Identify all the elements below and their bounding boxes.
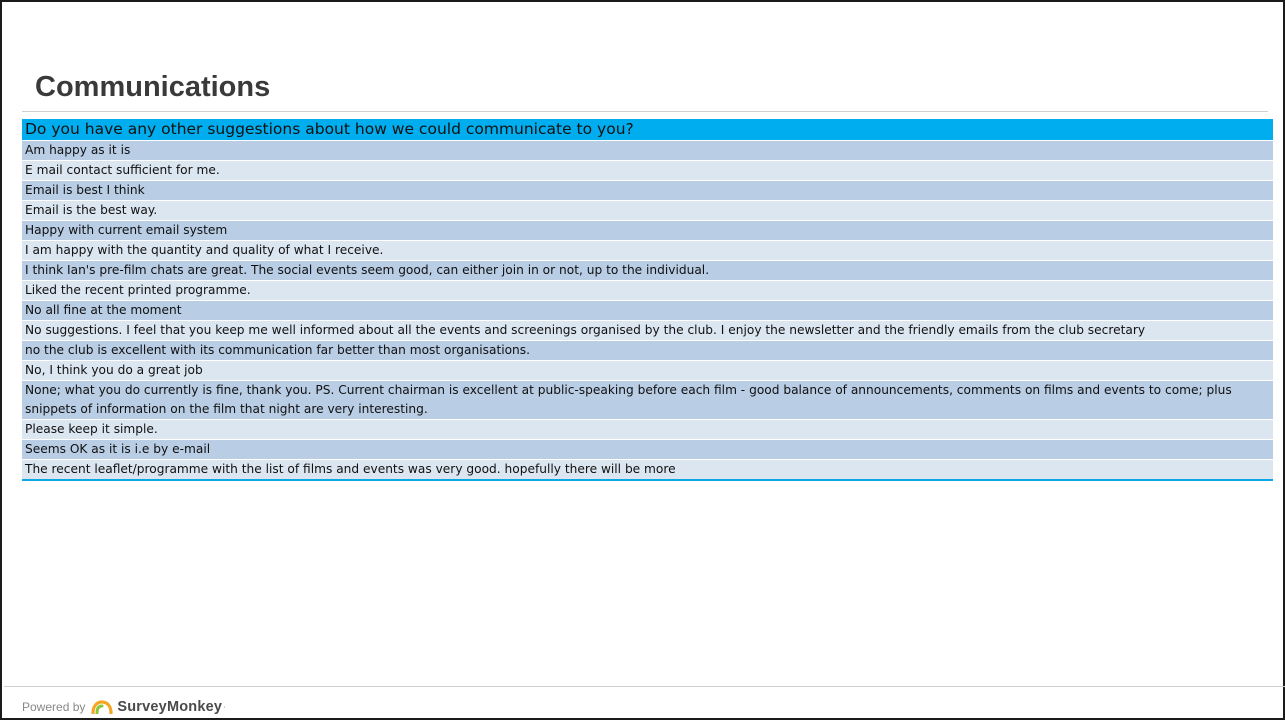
responses-table	[22, 119, 1273, 481]
table-row: Am happy as it is	[22, 140, 1273, 160]
footer-divider	[4, 686, 1285, 687]
table-row: I am happy with the quantity and quality of what I receive.	[22, 240, 1273, 260]
table-row: Email is best I think	[22, 180, 1273, 200]
surveymonkey-logo-icon	[91, 700, 113, 714]
table-row: Email is the best way.	[22, 200, 1273, 220]
trademark-mark: ·	[223, 703, 226, 711]
title-divider	[22, 111, 1268, 112]
table-row: Liked the recent printed programme.	[22, 280, 1273, 300]
brand-name: SurveyMonkey	[117, 699, 223, 715]
table-row: The recent leaflet/programme with the list of films and events was very good. hopefully there will be more	[22, 459, 1273, 479]
table-row: No all fine at the moment	[22, 300, 1273, 320]
table-row: Seems OK as it is i.e by e-mail	[22, 439, 1273, 459]
table-row: No, I think you do a great job	[22, 360, 1273, 380]
table-row: I think Ian's pre-film chats are great. The social events seem good, can either join in or not, up to the individual.	[22, 260, 1273, 280]
footer	[22, 696, 225, 718]
table-row: no the club is excellent with its communication far better than most organisations.	[22, 340, 1273, 360]
question-header: Do you have any other suggestions about how we could communicate to you?	[22, 119, 1273, 140]
table-row: No suggestions. I feel that you keep me well informed about all the events and screenings organised by the club. I enjoy the newsletter and the friendly emails from the club secretary	[22, 320, 1273, 340]
responses-body	[22, 140, 1273, 479]
page-title: Communications	[35, 71, 271, 103]
table-row: None; what you do currently is fine, thank you. PS. Current chairman is excellent at public-speaking before each film - good balance of announcements, comments on films and events to come; plus snippets of information on the film that night are very interesting.	[22, 380, 1273, 419]
table-row: Happy with current email system	[22, 220, 1273, 240]
table-row: Please keep it simple.	[22, 419, 1273, 439]
table-row: E mail contact sufficient for me.	[22, 160, 1273, 180]
powered-by-label: Powered by	[22, 700, 86, 714]
